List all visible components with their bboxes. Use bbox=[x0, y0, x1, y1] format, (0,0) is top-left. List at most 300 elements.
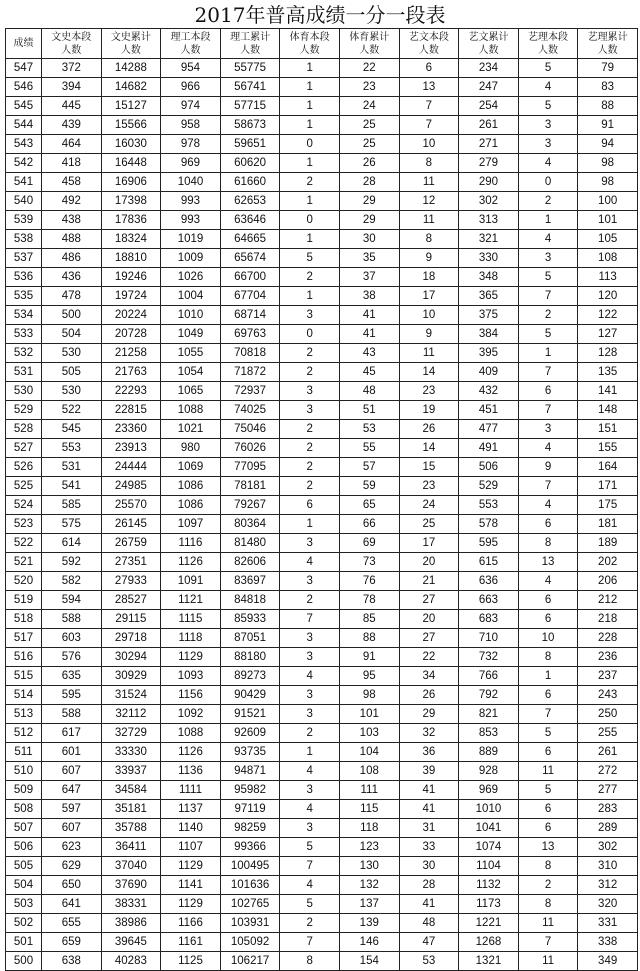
count-cell: 1268 bbox=[459, 933, 519, 952]
count-cell: 95 bbox=[339, 667, 399, 686]
count-cell: 93735 bbox=[220, 743, 280, 762]
score-cell: 522 bbox=[6, 534, 42, 553]
count-cell: 91521 bbox=[220, 705, 280, 724]
count-cell: 279 bbox=[459, 154, 519, 173]
count-cell: 41 bbox=[399, 895, 459, 914]
count-cell: 21 bbox=[399, 572, 459, 591]
count-cell: 588 bbox=[42, 705, 102, 724]
count-cell: 83 bbox=[578, 78, 638, 97]
count-cell: 25570 bbox=[101, 496, 161, 515]
count-cell: 13 bbox=[518, 553, 578, 572]
count-cell: 330 bbox=[459, 249, 519, 268]
table-row bbox=[6, 496, 638, 515]
count-cell: 272 bbox=[578, 762, 638, 781]
count-cell: 23913 bbox=[101, 439, 161, 458]
count-cell: 1004 bbox=[161, 287, 221, 306]
score-cell: 538 bbox=[6, 230, 42, 249]
table-row bbox=[6, 800, 638, 819]
count-cell: 1054 bbox=[161, 363, 221, 382]
count-cell: 37 bbox=[339, 268, 399, 287]
count-cell: 4 bbox=[518, 78, 578, 97]
count-cell: 312 bbox=[578, 876, 638, 895]
score-cell: 519 bbox=[6, 591, 42, 610]
count-cell: 30294 bbox=[101, 648, 161, 667]
count-cell: 101636 bbox=[220, 876, 280, 895]
column-header-line2: 人数 bbox=[597, 44, 618, 56]
table-row bbox=[6, 97, 638, 116]
count-cell: 4 bbox=[518, 496, 578, 515]
count-cell: 85 bbox=[339, 610, 399, 629]
count-cell: 1321 bbox=[459, 952, 519, 971]
score-cell: 500 bbox=[6, 952, 42, 971]
column-header-line1: 艺文本段 bbox=[408, 31, 449, 43]
count-cell: 601 bbox=[42, 743, 102, 762]
count-cell: 234 bbox=[459, 59, 519, 78]
count-cell: 8 bbox=[518, 534, 578, 553]
table-row bbox=[6, 933, 638, 952]
count-cell: 1221 bbox=[459, 914, 519, 933]
count-cell: 53 bbox=[339, 420, 399, 439]
table-row bbox=[6, 914, 638, 933]
count-cell: 289 bbox=[578, 819, 638, 838]
count-cell: 349 bbox=[578, 952, 638, 971]
count-cell: 175 bbox=[578, 496, 638, 515]
count-cell: 15566 bbox=[101, 116, 161, 135]
count-cell: 4 bbox=[518, 439, 578, 458]
count-cell: 594 bbox=[42, 591, 102, 610]
score-cell: 531 bbox=[6, 363, 42, 382]
count-cell: 146 bbox=[339, 933, 399, 952]
count-cell: 17 bbox=[399, 534, 459, 553]
count-cell: 48 bbox=[339, 382, 399, 401]
count-cell: 128 bbox=[578, 344, 638, 363]
count-cell: 30929 bbox=[101, 667, 161, 686]
score-cell: 520 bbox=[6, 572, 42, 591]
count-cell: 365 bbox=[459, 287, 519, 306]
table-row bbox=[6, 629, 638, 648]
count-cell: 80364 bbox=[220, 515, 280, 534]
count-cell: 10 bbox=[399, 135, 459, 154]
count-cell: 1055 bbox=[161, 344, 221, 363]
count-cell: 38986 bbox=[101, 914, 161, 933]
score-cell: 530 bbox=[6, 382, 42, 401]
count-cell: 1 bbox=[280, 97, 340, 116]
count-cell: 16906 bbox=[101, 173, 161, 192]
count-cell: 7 bbox=[280, 933, 340, 952]
column-header-line2: 人数 bbox=[120, 44, 141, 56]
score-cell: 524 bbox=[6, 496, 42, 515]
score-cell: 506 bbox=[6, 838, 42, 857]
score-cell: 511 bbox=[6, 743, 42, 762]
count-cell: 683 bbox=[459, 610, 519, 629]
score-cell: 523 bbox=[6, 515, 42, 534]
score-cell: 514 bbox=[6, 686, 42, 705]
count-cell: 8 bbox=[518, 895, 578, 914]
table-body bbox=[6, 59, 638, 971]
score-cell: 509 bbox=[6, 781, 42, 800]
count-cell: 545 bbox=[42, 420, 102, 439]
count-cell: 98 bbox=[339, 686, 399, 705]
count-cell: 2 bbox=[280, 439, 340, 458]
count-cell: 6 bbox=[518, 800, 578, 819]
count-cell: 47 bbox=[399, 933, 459, 952]
count-cell: 375 bbox=[459, 306, 519, 325]
count-cell: 488 bbox=[42, 230, 102, 249]
count-cell: 58673 bbox=[220, 116, 280, 135]
count-cell: 372 bbox=[42, 59, 102, 78]
table-row bbox=[6, 667, 638, 686]
count-cell: 477 bbox=[459, 420, 519, 439]
count-cell: 88 bbox=[339, 629, 399, 648]
count-cell: 11 bbox=[518, 762, 578, 781]
table-row bbox=[6, 249, 638, 268]
column-header-line2: 成绩 bbox=[13, 38, 34, 49]
table-row bbox=[6, 857, 638, 876]
count-cell: 41 bbox=[339, 325, 399, 344]
count-cell: 641 bbox=[42, 895, 102, 914]
count-cell: 1 bbox=[280, 743, 340, 762]
count-cell: 659 bbox=[42, 933, 102, 952]
count-cell: 0 bbox=[280, 211, 340, 230]
count-cell: 663 bbox=[459, 591, 519, 610]
column-header-line1: 体育累计 bbox=[349, 31, 390, 43]
count-cell: 8 bbox=[518, 648, 578, 667]
count-cell: 71872 bbox=[220, 363, 280, 382]
count-cell: 395 bbox=[459, 344, 519, 363]
count-cell: 120 bbox=[578, 287, 638, 306]
count-cell: 1 bbox=[280, 192, 340, 211]
count-cell: 1092 bbox=[161, 705, 221, 724]
count-cell: 3 bbox=[280, 401, 340, 420]
count-cell: 19724 bbox=[101, 287, 161, 306]
count-cell: 250 bbox=[578, 705, 638, 724]
count-cell: 529 bbox=[459, 477, 519, 496]
count-cell: 181 bbox=[578, 515, 638, 534]
count-cell: 18810 bbox=[101, 249, 161, 268]
count-cell: 6 bbox=[399, 59, 459, 78]
count-cell: 531 bbox=[42, 458, 102, 477]
count-cell: 271 bbox=[459, 135, 519, 154]
count-cell: 1074 bbox=[459, 838, 519, 857]
column-header-line2: 人数 bbox=[478, 44, 499, 56]
column-header-line1: 理工累计 bbox=[230, 31, 271, 43]
count-cell: 212 bbox=[578, 591, 638, 610]
count-cell: 409 bbox=[459, 363, 519, 382]
table-row bbox=[6, 952, 638, 971]
count-cell: 82606 bbox=[220, 553, 280, 572]
count-cell: 1104 bbox=[459, 857, 519, 876]
count-cell: 1041 bbox=[459, 819, 519, 838]
count-cell: 331 bbox=[578, 914, 638, 933]
count-cell: 11 bbox=[399, 173, 459, 192]
count-cell: 20224 bbox=[101, 306, 161, 325]
score-cell: 536 bbox=[6, 268, 42, 287]
count-cell: 3 bbox=[280, 629, 340, 648]
count-cell: 104 bbox=[339, 743, 399, 762]
count-cell: 418 bbox=[42, 154, 102, 173]
count-cell: 1093 bbox=[161, 667, 221, 686]
count-cell: 45 bbox=[339, 363, 399, 382]
count-cell: 23 bbox=[399, 477, 459, 496]
count-cell: 614 bbox=[42, 534, 102, 553]
table-row bbox=[6, 287, 638, 306]
count-cell: 21258 bbox=[101, 344, 161, 363]
count-cell: 1086 bbox=[161, 477, 221, 496]
count-cell: 43 bbox=[339, 344, 399, 363]
count-cell: 92609 bbox=[220, 724, 280, 743]
count-cell: 127 bbox=[578, 325, 638, 344]
table-row bbox=[6, 458, 638, 477]
score-cell: 539 bbox=[6, 211, 42, 230]
count-cell: 132 bbox=[339, 876, 399, 895]
count-cell: 137 bbox=[339, 895, 399, 914]
count-cell: 7 bbox=[399, 97, 459, 116]
count-cell: 20 bbox=[399, 610, 459, 629]
table-row bbox=[6, 838, 638, 857]
count-cell: 3 bbox=[280, 572, 340, 591]
count-cell: 277 bbox=[578, 781, 638, 800]
count-cell: 135 bbox=[578, 363, 638, 382]
count-cell: 84818 bbox=[220, 591, 280, 610]
count-cell: 105 bbox=[578, 230, 638, 249]
count-cell: 11 bbox=[518, 914, 578, 933]
count-cell: 218 bbox=[578, 610, 638, 629]
count-cell: 438 bbox=[42, 211, 102, 230]
count-cell: 595 bbox=[459, 534, 519, 553]
count-cell: 14 bbox=[399, 363, 459, 382]
count-cell: 70818 bbox=[220, 344, 280, 363]
count-cell: 25 bbox=[339, 116, 399, 135]
count-cell: 7 bbox=[399, 116, 459, 135]
count-cell: 553 bbox=[459, 496, 519, 515]
count-cell: 16030 bbox=[101, 135, 161, 154]
count-cell: 76026 bbox=[220, 439, 280, 458]
count-cell: 4 bbox=[518, 154, 578, 173]
count-cell: 38 bbox=[339, 287, 399, 306]
count-cell: 1118 bbox=[161, 629, 221, 648]
count-cell: 595 bbox=[42, 686, 102, 705]
count-cell: 3 bbox=[518, 135, 578, 154]
count-cell: 629 bbox=[42, 857, 102, 876]
count-cell: 87051 bbox=[220, 629, 280, 648]
count-cell: 64665 bbox=[220, 230, 280, 249]
count-cell: 958 bbox=[161, 116, 221, 135]
count-cell: 5 bbox=[280, 249, 340, 268]
table-row bbox=[6, 572, 638, 591]
count-cell: 578 bbox=[459, 515, 519, 534]
count-cell: 290 bbox=[459, 173, 519, 192]
count-cell: 29 bbox=[339, 211, 399, 230]
count-cell: 30 bbox=[399, 857, 459, 876]
count-cell: 88 bbox=[578, 97, 638, 116]
count-cell: 100495 bbox=[220, 857, 280, 876]
count-cell: 492 bbox=[42, 192, 102, 211]
count-cell: 14 bbox=[399, 439, 459, 458]
count-cell: 22293 bbox=[101, 382, 161, 401]
count-cell: 384 bbox=[459, 325, 519, 344]
count-cell: 617 bbox=[42, 724, 102, 743]
count-cell: 101 bbox=[578, 211, 638, 230]
count-cell: 5 bbox=[280, 895, 340, 914]
column-header-line2: 人数 bbox=[359, 44, 380, 56]
count-cell: 60620 bbox=[220, 154, 280, 173]
count-cell: 3 bbox=[280, 382, 340, 401]
count-cell: 55 bbox=[339, 439, 399, 458]
count-cell: 348 bbox=[459, 268, 519, 287]
column-header-line1: 文史本段 bbox=[51, 31, 92, 43]
count-cell: 6 bbox=[518, 591, 578, 610]
score-cell: 503 bbox=[6, 895, 42, 914]
count-cell: 76 bbox=[339, 572, 399, 591]
count-cell: 1091 bbox=[161, 572, 221, 591]
count-cell: 2 bbox=[280, 914, 340, 933]
table-row bbox=[6, 781, 638, 800]
column-header-line1: 文史累计 bbox=[110, 31, 151, 43]
count-cell: 62653 bbox=[220, 192, 280, 211]
count-cell: 98 bbox=[578, 173, 638, 192]
count-cell: 10 bbox=[399, 306, 459, 325]
count-cell: 302 bbox=[459, 192, 519, 211]
count-cell: 72937 bbox=[220, 382, 280, 401]
count-cell: 6 bbox=[518, 743, 578, 762]
count-cell: 97119 bbox=[220, 800, 280, 819]
count-cell: 3 bbox=[280, 648, 340, 667]
table-row bbox=[6, 534, 638, 553]
count-cell: 650 bbox=[42, 876, 102, 895]
score-cell: 527 bbox=[6, 439, 42, 458]
count-cell: 394 bbox=[42, 78, 102, 97]
count-cell: 73 bbox=[339, 553, 399, 572]
count-cell: 2 bbox=[280, 477, 340, 496]
count-cell: 22 bbox=[339, 59, 399, 78]
count-cell: 78181 bbox=[220, 477, 280, 496]
count-cell: 7 bbox=[518, 287, 578, 306]
count-cell: 51 bbox=[339, 401, 399, 420]
count-cell: 39 bbox=[399, 762, 459, 781]
count-cell: 11 bbox=[399, 211, 459, 230]
count-cell: 32729 bbox=[101, 724, 161, 743]
column-header-line2: 人数 bbox=[180, 44, 201, 56]
count-cell: 623 bbox=[42, 838, 102, 857]
count-cell: 27 bbox=[399, 629, 459, 648]
count-cell: 3 bbox=[518, 249, 578, 268]
score-cell: 517 bbox=[6, 629, 42, 648]
count-cell: 66700 bbox=[220, 268, 280, 287]
count-cell: 980 bbox=[161, 439, 221, 458]
count-cell: 1010 bbox=[161, 306, 221, 325]
count-cell: 1 bbox=[280, 230, 340, 249]
count-cell: 27933 bbox=[101, 572, 161, 591]
count-cell: 30 bbox=[339, 230, 399, 249]
score-cell: 532 bbox=[6, 344, 42, 363]
count-cell: 2 bbox=[280, 363, 340, 382]
count-cell: 1 bbox=[518, 667, 578, 686]
count-cell: 486 bbox=[42, 249, 102, 268]
count-cell: 0 bbox=[518, 173, 578, 192]
count-cell: 451 bbox=[459, 401, 519, 420]
count-cell: 102765 bbox=[220, 895, 280, 914]
count-cell: 202 bbox=[578, 553, 638, 572]
count-cell: 23360 bbox=[101, 420, 161, 439]
count-cell: 8 bbox=[280, 952, 340, 971]
count-cell: 36411 bbox=[101, 838, 161, 857]
count-cell: 1121 bbox=[161, 591, 221, 610]
count-cell: 14288 bbox=[101, 59, 161, 78]
count-cell: 2 bbox=[280, 344, 340, 363]
count-cell: 6 bbox=[518, 610, 578, 629]
count-cell: 436 bbox=[42, 268, 102, 287]
count-cell: 15127 bbox=[101, 97, 161, 116]
count-cell: 21763 bbox=[101, 363, 161, 382]
count-cell: 90429 bbox=[220, 686, 280, 705]
count-cell: 1173 bbox=[459, 895, 519, 914]
count-cell: 237 bbox=[578, 667, 638, 686]
count-cell: 24 bbox=[399, 496, 459, 515]
column-header-line2: 人数 bbox=[240, 44, 261, 56]
count-cell: 5 bbox=[518, 97, 578, 116]
count-cell: 978 bbox=[161, 135, 221, 154]
count-cell: 638 bbox=[42, 952, 102, 971]
column-header-line2: 人数 bbox=[538, 44, 559, 56]
count-cell: 139 bbox=[339, 914, 399, 933]
count-cell: 26145 bbox=[101, 515, 161, 534]
count-cell: 7 bbox=[518, 933, 578, 952]
count-cell: 576 bbox=[42, 648, 102, 667]
count-cell: 53 bbox=[399, 952, 459, 971]
count-cell: 2 bbox=[518, 306, 578, 325]
count-cell: 65674 bbox=[220, 249, 280, 268]
count-cell: 615 bbox=[459, 553, 519, 572]
score-cell: 515 bbox=[6, 667, 42, 686]
count-cell: 17836 bbox=[101, 211, 161, 230]
score-cell: 518 bbox=[6, 610, 42, 629]
table-row bbox=[6, 591, 638, 610]
score-cell: 521 bbox=[6, 553, 42, 572]
count-cell: 6 bbox=[518, 515, 578, 534]
count-cell: 26 bbox=[399, 686, 459, 705]
table-row bbox=[6, 382, 638, 401]
count-cell: 7 bbox=[280, 857, 340, 876]
column-header bbox=[161, 29, 221, 59]
score-cell: 544 bbox=[6, 116, 42, 135]
count-cell: 1111 bbox=[161, 781, 221, 800]
column-header-line1: 艺理累计 bbox=[587, 31, 628, 43]
count-cell: 35788 bbox=[101, 819, 161, 838]
column-header bbox=[459, 29, 519, 59]
column-header bbox=[339, 29, 399, 59]
count-cell: 530 bbox=[42, 344, 102, 363]
score-cell: 504 bbox=[6, 876, 42, 895]
count-cell: 32112 bbox=[101, 705, 161, 724]
table-row bbox=[6, 876, 638, 895]
count-cell: 588 bbox=[42, 610, 102, 629]
count-cell: 16448 bbox=[101, 154, 161, 173]
count-cell: 78 bbox=[339, 591, 399, 610]
count-cell: 33 bbox=[399, 838, 459, 857]
count-cell: 439 bbox=[42, 116, 102, 135]
count-cell: 310 bbox=[578, 857, 638, 876]
table-row bbox=[6, 230, 638, 249]
table-header-row bbox=[6, 29, 638, 59]
count-cell: 1129 bbox=[161, 895, 221, 914]
count-cell: 506 bbox=[459, 458, 519, 477]
count-cell: 954 bbox=[161, 59, 221, 78]
count-cell: 530 bbox=[42, 382, 102, 401]
count-cell: 7 bbox=[518, 477, 578, 496]
count-cell: 1009 bbox=[161, 249, 221, 268]
count-cell: 1 bbox=[280, 116, 340, 135]
count-cell: 261 bbox=[578, 743, 638, 762]
